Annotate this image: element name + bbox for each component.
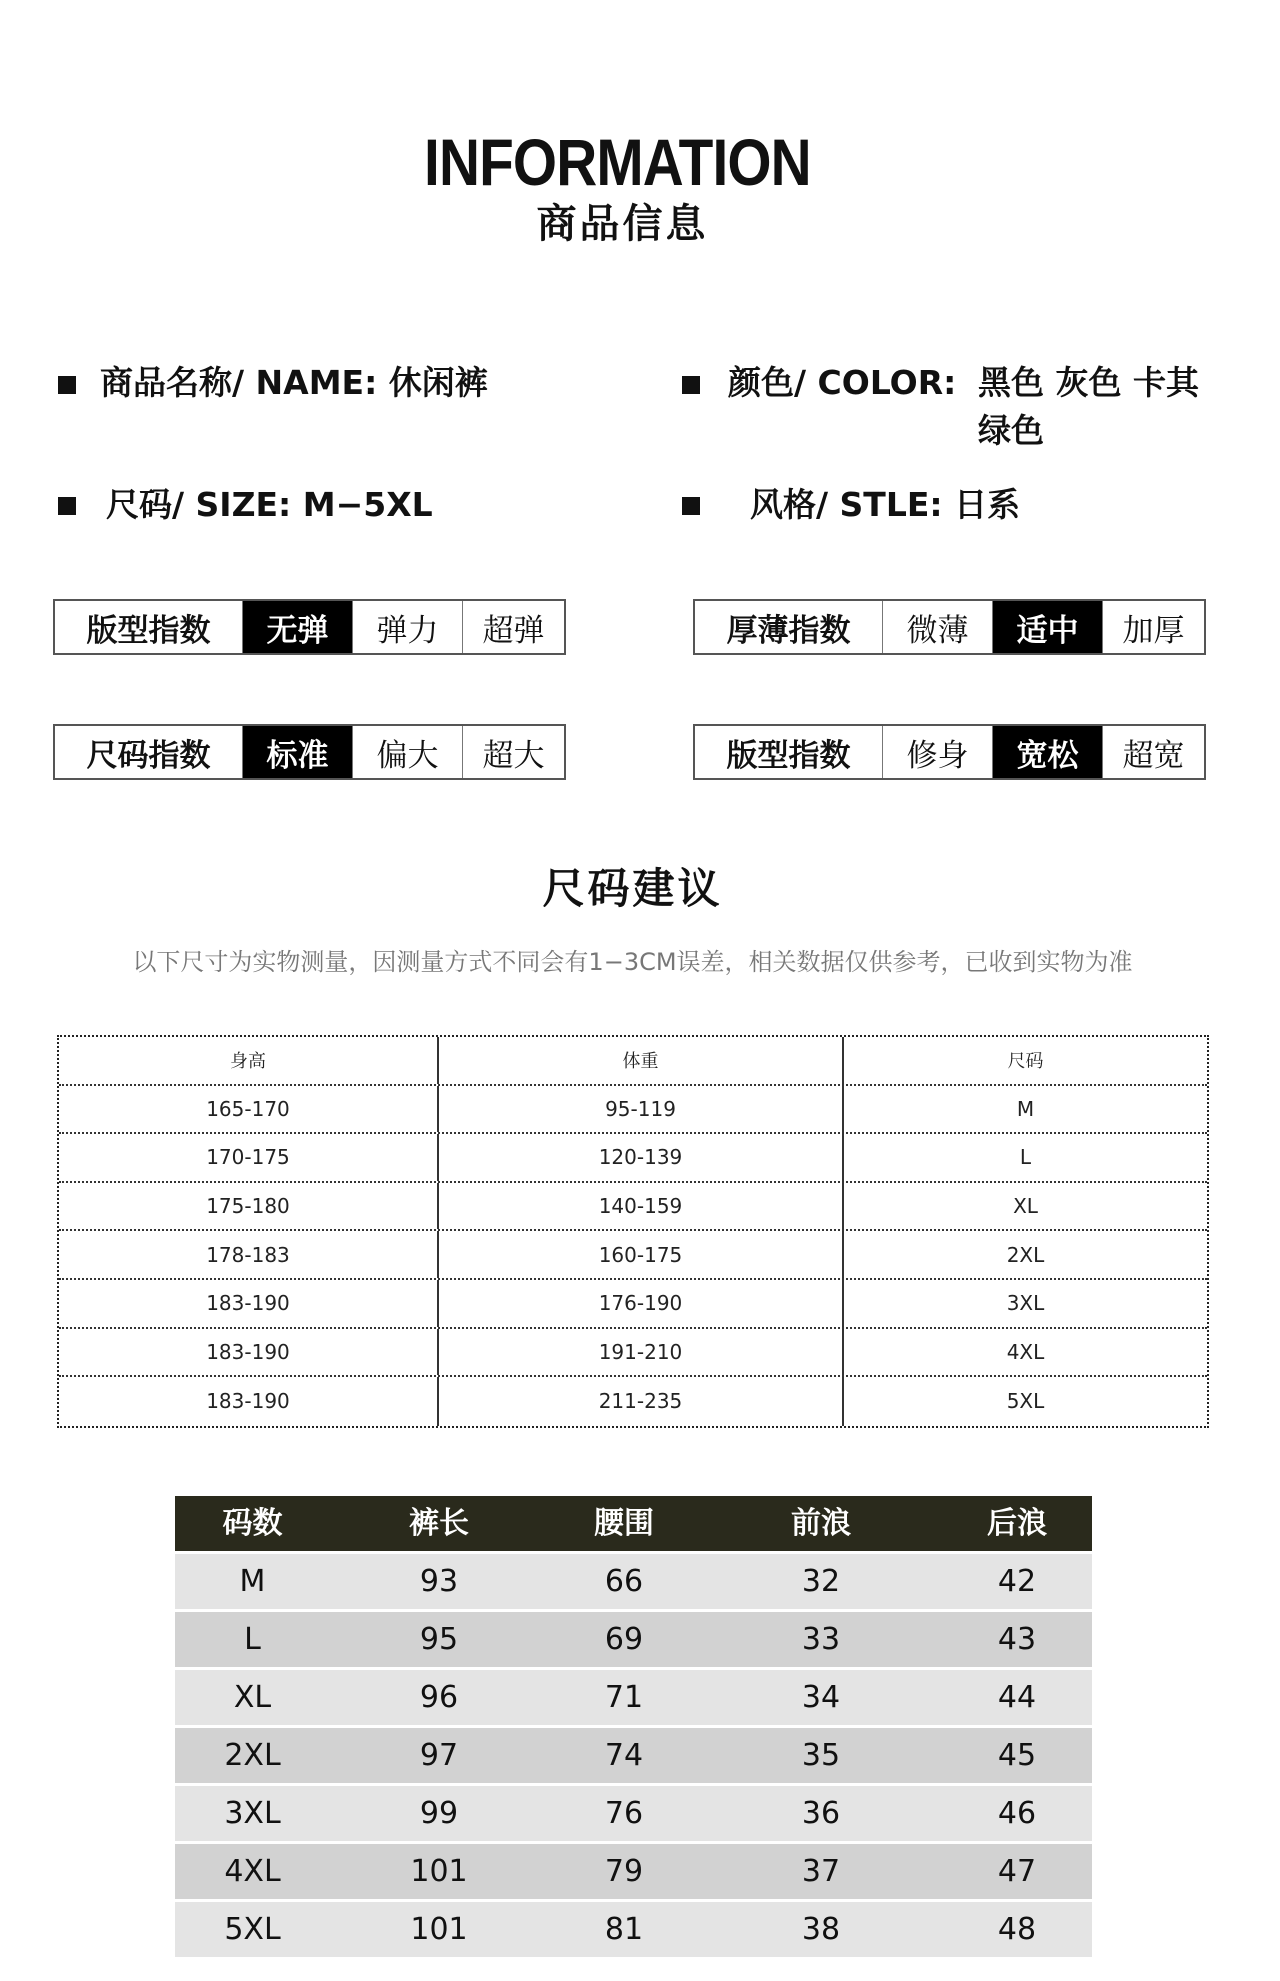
page-title-en: INFORMATION — [424, 125, 811, 199]
table-cell: 2XL — [1006, 1242, 1045, 1267]
table-row — [59, 1329, 1207, 1378]
table-cell: 140-159 — [439, 1183, 844, 1230]
table-cell: M — [1016, 1096, 1035, 1121]
table-row — [175, 1670, 1092, 1725]
table-cell: 38 — [801, 1912, 841, 1947]
section-title-size-recommendation: 尺码建议 — [542, 864, 723, 913]
table-cell: 99 — [419, 1796, 459, 1831]
table-cell: 45 — [997, 1738, 1037, 1773]
table-row — [59, 1280, 1207, 1329]
index-option-selected: 宽松 — [992, 726, 1102, 778]
color-label: 颜色/ COLOR: — [728, 363, 957, 402]
index-option: 偏大 — [352, 726, 462, 778]
index-option: 超弹 — [462, 601, 564, 653]
table-cell: 2XL — [224, 1738, 281, 1773]
table-cell: 183-190 — [59, 1280, 439, 1327]
table-cell: 44 — [997, 1680, 1037, 1715]
product-style: 风格/ STLE: 日系 — [750, 485, 1021, 524]
thickness-index — [693, 599, 1206, 655]
product-size: 尺码/ SIZE: M−5XL — [106, 485, 433, 524]
table-header-row — [59, 1037, 1207, 1086]
table-cell: 3XL — [1006, 1291, 1045, 1316]
table-cell: 71 — [604, 1680, 644, 1715]
table-row — [175, 1728, 1092, 1783]
table-cell: 69 — [604, 1622, 644, 1657]
bullet-icon — [682, 497, 700, 515]
column-header-weight: 体重 — [439, 1037, 844, 1084]
table-cell: 101 — [410, 1912, 468, 1947]
table-cell: 183-190 — [59, 1329, 439, 1376]
column-header-length: 裤长 — [409, 1506, 469, 1541]
fit-shape-index — [693, 724, 1206, 780]
table-cell: L — [244, 1622, 261, 1657]
column-header-height: 身高 — [59, 1037, 439, 1084]
table-cell: 120-139 — [439, 1134, 844, 1181]
table-cell: 5XL — [224, 1912, 281, 1947]
size-recommendation-table — [57, 1035, 1209, 1428]
table-cell: 66 — [604, 1564, 644, 1599]
index-option: 修身 — [882, 726, 992, 778]
column-header-waist: 腰围 — [594, 1506, 654, 1541]
index-option: 微薄 — [882, 601, 992, 653]
table-row — [175, 1612, 1092, 1667]
table-cell: 36 — [801, 1796, 841, 1831]
table-cell: 3XL — [224, 1796, 281, 1831]
table-row — [175, 1844, 1092, 1899]
color-value-2: 绿色 — [978, 411, 1044, 450]
table-cell: 4XL — [1006, 1339, 1045, 1364]
table-cell: 96 — [419, 1680, 459, 1715]
color-value: 黑色 灰色 卡其 — [978, 363, 1199, 402]
column-header-back-rise: 后浪 — [987, 1506, 1047, 1541]
table-cell: 35 — [801, 1738, 841, 1773]
table-cell: 95 — [419, 1622, 459, 1657]
table-cell: 191-210 — [439, 1329, 844, 1376]
index-option: 超大 — [462, 726, 564, 778]
index-option: 加厚 — [1102, 601, 1204, 653]
page-title-cn: 商品信息 — [536, 201, 709, 247]
table-cell: 79 — [604, 1854, 644, 1889]
table-cell: L — [1019, 1145, 1032, 1170]
table-cell: 4XL — [224, 1854, 281, 1889]
table-cell: 97 — [419, 1738, 459, 1773]
table-row — [175, 1902, 1092, 1957]
table-cell: XL — [1013, 1194, 1038, 1219]
table-row — [59, 1134, 1207, 1183]
measurement-table — [175, 1496, 1092, 1960]
index-option-selected: 无弹 — [242, 601, 352, 653]
table-cell: 183-190 — [59, 1377, 439, 1426]
table-cell: 211-235 — [439, 1377, 844, 1426]
measurement-note: 以下尺寸为实物测量，因测量方式不同会有1−3CM误差，相关数据仅供参考，已收到实物为准 — [132, 948, 1133, 976]
index-label: 版型指数 — [726, 737, 851, 774]
column-header-size: 尺码 — [1007, 1051, 1044, 1073]
table-header-row — [175, 1496, 1092, 1551]
table-cell: 34 — [801, 1680, 841, 1715]
table-cell: 165-170 — [59, 1086, 439, 1133]
size-index — [53, 724, 566, 780]
table-cell: 160-175 — [439, 1231, 844, 1278]
table-cell: 47 — [997, 1854, 1037, 1889]
table-cell: 178-183 — [59, 1231, 439, 1278]
table-cell: 32 — [801, 1564, 841, 1599]
index-label: 版型指数 — [86, 612, 211, 649]
table-cell: 42 — [997, 1564, 1037, 1599]
table-cell: 76 — [604, 1796, 644, 1831]
column-header-size: 码数 — [222, 1506, 283, 1541]
table-row — [175, 1786, 1092, 1841]
table-cell: 43 — [997, 1622, 1037, 1657]
table-row — [59, 1086, 1207, 1135]
table-cell: 176-190 — [439, 1280, 844, 1327]
table-cell: XL — [233, 1680, 272, 1715]
table-row — [59, 1183, 1207, 1232]
table-cell: 37 — [801, 1854, 841, 1889]
index-label: 厚薄指数 — [726, 612, 851, 649]
bullet-icon — [58, 497, 76, 515]
index-option-selected: 标准 — [242, 726, 352, 778]
table-cell: 5XL — [1006, 1389, 1045, 1414]
index-option: 超宽 — [1102, 726, 1204, 778]
bullet-icon — [58, 376, 76, 394]
table-row — [59, 1377, 1207, 1426]
table-row — [59, 1231, 1207, 1280]
table-cell: 74 — [604, 1738, 644, 1773]
table-cell: 101 — [410, 1854, 468, 1889]
index-label: 尺码指数 — [86, 737, 211, 774]
table-cell: 81 — [604, 1912, 644, 1947]
table-cell: 46 — [997, 1796, 1037, 1831]
table-cell: 33 — [801, 1622, 841, 1657]
table-cell: 48 — [997, 1912, 1037, 1947]
product-name: 商品名称/ NAME: 休闲裤 — [100, 363, 488, 402]
table-cell: 175-180 — [59, 1183, 439, 1230]
fit-elasticity-index — [53, 599, 566, 655]
table-row — [175, 1554, 1092, 1609]
table-cell: 95-119 — [439, 1086, 844, 1133]
bullet-icon — [682, 376, 700, 394]
column-header-front-rise: 前浪 — [791, 1506, 851, 1541]
table-cell: M — [239, 1564, 266, 1599]
table-cell: 170-175 — [59, 1134, 439, 1181]
index-option-selected: 适中 — [992, 601, 1102, 653]
index-option: 弹力 — [352, 601, 462, 653]
table-cell: 93 — [419, 1564, 459, 1599]
